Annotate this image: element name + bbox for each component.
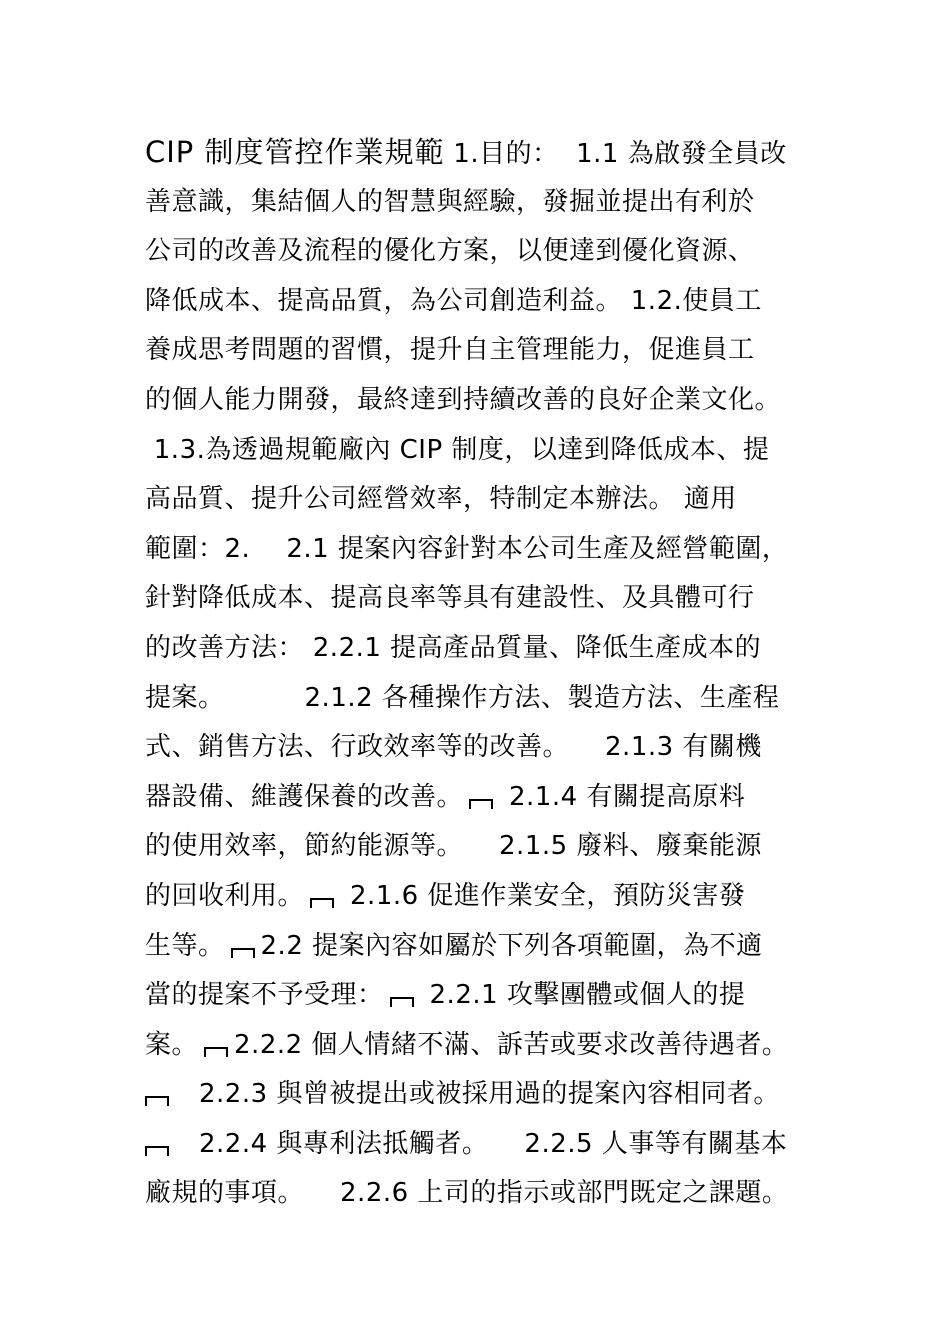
text-segment: 2.2 提案內容如屬於下列各項範圍，為不適 bbox=[260, 930, 763, 961]
text-line-15 bbox=[145, 822, 825, 872]
text-segment: 生等。 bbox=[145, 930, 225, 961]
text-segment: 2.2.2 個人情緒不滿、訴苦或要求改善待遇者。 bbox=[234, 1029, 789, 1060]
text-line-17 bbox=[145, 922, 825, 972]
text-segment: 的回收利用。 bbox=[145, 880, 305, 911]
text-segment: 2.1 提案內容針對本公司生產及經營範圍， bbox=[286, 533, 789, 564]
text-segment: 提案。 bbox=[145, 682, 225, 713]
document-body bbox=[145, 128, 825, 1219]
text-segment: 公司的改善及流程的優化方案，以便達到優化資源、 bbox=[145, 236, 755, 267]
text-segment: 器設備、維護保養的改善。 bbox=[145, 781, 464, 812]
bracket-mark-icon bbox=[231, 948, 255, 958]
text-segment: 廠規的事項。 bbox=[145, 1178, 305, 1209]
text-segment: 的改善方法： 2.2.1 提高產品質量、降低生產成本的 bbox=[145, 632, 762, 663]
bracket-mark-icon bbox=[469, 799, 493, 809]
text-segment: 案。 bbox=[145, 1029, 199, 1060]
text-line-7 bbox=[145, 426, 825, 476]
text-line-14 bbox=[145, 773, 825, 823]
text-line-10 bbox=[145, 574, 825, 624]
text-line-6 bbox=[145, 376, 825, 426]
text-segment: 2.2.6 上司的指示或部門既定之課題。 bbox=[340, 1178, 789, 1209]
text-line-20 bbox=[145, 1070, 825, 1120]
text-segment: 2.1.4 有關提高原料 bbox=[509, 781, 746, 812]
text-segment: 2.1.2 各種操作方法、製造方法、生產程 bbox=[304, 682, 780, 713]
text-line-4 bbox=[145, 277, 825, 327]
text-segment: 針對降低成本、提高良率等具有建設性、及具體可行 bbox=[145, 583, 755, 614]
text-segment: 善意識，集結個人的智慧與經驗，發掘並提出有利於 bbox=[145, 186, 755, 217]
text-segment: 當的提案不予受理： bbox=[145, 980, 384, 1011]
text-segment: 2.2.5 人事等有關基本 bbox=[524, 1128, 788, 1159]
text-line-3 bbox=[145, 227, 825, 277]
text-segment: 1.目的： 1.1 為啟發全員改 bbox=[453, 139, 787, 169]
text-line-19 bbox=[145, 1021, 825, 1071]
text-segment: 2.1.5 廢料、廢棄能源 bbox=[499, 831, 762, 862]
text-segment: 範圍：2. bbox=[145, 533, 251, 564]
text-segment: 1.3.為透過規範廠內 CIP 制度，以達到降低成本、提 bbox=[145, 434, 770, 465]
text-segment: 降低成本、提高品質，為公司創造利益。 1.2.使員工 bbox=[145, 285, 762, 316]
bracket-mark-icon bbox=[390, 997, 414, 1007]
text-line-16 bbox=[145, 872, 825, 922]
bracket-mark-icon bbox=[145, 1096, 169, 1106]
text-line-12 bbox=[145, 674, 825, 724]
text-line-2 bbox=[145, 178, 825, 228]
text-line-8 bbox=[145, 475, 825, 525]
text-segment: 2.2.3 與曾被提出或被採用過的提案內容相同者。 bbox=[199, 1079, 780, 1110]
text-line-9 bbox=[145, 525, 825, 575]
text-segment: 2.1.6 促進作業安全，預防災害發 bbox=[350, 880, 746, 911]
text-segment: 2.1.3 有關機 bbox=[605, 732, 762, 763]
document-title: CIP 制度管控作業規範 bbox=[145, 135, 445, 169]
text-segment: 的個人能力開發，最終達到持續改善的良好企業文化。 bbox=[145, 384, 782, 415]
text-line-18 bbox=[145, 971, 825, 1021]
text-line-11 bbox=[145, 624, 825, 674]
text-segment: 式、銷售方法、行政效率等的改善。 bbox=[145, 732, 570, 763]
text-line-21 bbox=[145, 1120, 825, 1170]
text-line-13 bbox=[145, 723, 825, 773]
text-line-5 bbox=[145, 326, 825, 376]
text-line-1 bbox=[145, 128, 825, 178]
bracket-mark-icon bbox=[204, 1047, 228, 1057]
text-segment: 2.2.4 與專利法抵觸者。 bbox=[199, 1128, 489, 1159]
bracket-mark-icon bbox=[145, 1146, 169, 1156]
text-segment: 養成思考問題的習慣，提升自主管理能力，促進員工 bbox=[145, 335, 755, 366]
bracket-mark-icon bbox=[310, 898, 334, 908]
text-segment: 的使用效率，節約能源等。 bbox=[145, 831, 464, 862]
text-segment: 高品質、提升公司經營效率，特制定本辦法。 適用 bbox=[145, 484, 737, 515]
text-segment: 2.2.1 攻擊團體或個人的提 bbox=[429, 980, 746, 1011]
text-line-22 bbox=[145, 1169, 825, 1219]
